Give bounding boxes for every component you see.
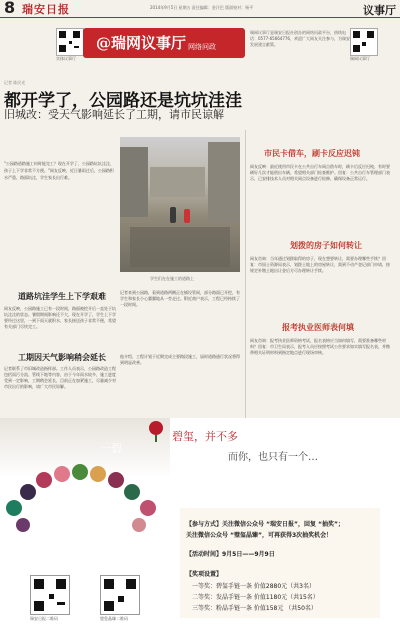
promo-prize-3: 三等奖：粉晶手链一条 价值158元 （共50名） bbox=[192, 605, 317, 612]
newspaper-name: 瑞安日报 bbox=[22, 3, 70, 16]
promo-prize-2: 二等奖：发晶手链一条 价值1180元（共15名） bbox=[192, 594, 319, 601]
promo-prize-1: 一等奖：碧玺手链一条 价值2880元（共3名） bbox=[192, 583, 315, 590]
article-subheading-2: 工期因天气影响稍会延长 bbox=[18, 353, 106, 362]
promo-headline-1: 碧玺，并不多 bbox=[172, 430, 238, 443]
byline: 记者 陈民光 bbox=[4, 80, 26, 85]
promo-brand-script: 一碧 bbox=[100, 442, 122, 455]
section-title: 议事厅 bbox=[363, 4, 396, 17]
banner-title: @瑞网议事厅 bbox=[96, 34, 187, 52]
promo-headline-2: 而你，也只有一个… bbox=[228, 452, 318, 463]
photo-caption: 学生们在在施工的道路上 bbox=[150, 276, 194, 281]
box3-title: 报考执业医师表何填 bbox=[282, 323, 354, 332]
box2-title: 划拨的房子如何转让 bbox=[290, 241, 362, 250]
article-subheading-1: 道路坑洼学生上下学艰难 bbox=[18, 292, 106, 301]
banner-subtitle: 网络问政 bbox=[188, 43, 216, 51]
article-body-1: 网友反映，公园路施工已有一段时间，路面被挖开后一直处于坑坑洼洼的状态。暑假期间影响还不大，现在开学了，学生上下学要经过这里，一到下雨天就积水，家长接送孩子非常不便，希望有关部门尽快完工。 bbox=[4, 306, 116, 329]
promo-qr-code-2 bbox=[100, 575, 140, 615]
article-body-4: 他介绍，工程计划于近期完成主要路段施工，届时道路通行状况将得到明显改善。 bbox=[120, 354, 240, 365]
article-headline: 都开学了，公园路还是坑坑洼洼 bbox=[4, 91, 242, 111]
news-photo bbox=[120, 137, 240, 272]
promo-time: 【活动时间】9月5日——9月9日 bbox=[186, 551, 275, 558]
article-subheadline: 旧城改：受天气影响延长了工期，请市民谅解 bbox=[4, 108, 224, 121]
header-divider bbox=[0, 17, 400, 18]
qr-code-left bbox=[56, 28, 84, 56]
promo-prizes-title: 【奖项设置】 bbox=[186, 571, 223, 578]
issue-meta: 2014年9月5日 星期五 责任编辑：金汗巴 版面校对：杨平 bbox=[150, 5, 254, 10]
article-body-3: 记者联系了市旧城改造指挥部。工作人员表示，公园路改造工程包括雨污分流、管线下地等内容，由于今年雨水较多，施工进度受到一定影响，工期稍会延长，目前正在加紧施工，尽量减少对市民出行的影响，请广大市民谅解。 bbox=[4, 366, 116, 389]
page-number: 8 bbox=[4, 0, 16, 17]
article-lead: "公园路道路施工何时能完工？现在开学了，公园路坑坑洼洼，孩子上下学非常不方便。"网友反映，近日暴雨过后，公园路积水严重，路面坑洼，学生家长出行难。 bbox=[4, 161, 114, 180]
article-body-2: 记者来到公园路，看到道路两侧正在铺设管网，部分路面已开挖，有学生和家长小心翼翼地从一旁走过。附近商户表示，工程已经持续了一段时间。 bbox=[120, 290, 240, 307]
promo-participate-line1: 【参与方式】关注微信公众号 “瑞安日报”，回复 “抽奖”； bbox=[186, 521, 344, 528]
qr-left-label: 实体议事厅 bbox=[56, 56, 76, 61]
qr-code-right bbox=[350, 28, 378, 56]
rose-icon bbox=[144, 418, 168, 442]
promo-qr-label-2: 璧玺晶臻二维码 bbox=[100, 616, 128, 621]
promo-qr-label-1: 瑞安日报二维码 bbox=[30, 616, 58, 621]
box1-title: 市民卡借车，刷卡反应迟钝 bbox=[264, 149, 360, 158]
promo-qr-code-1 bbox=[30, 575, 70, 615]
box1-body: 网友反映：最近使用市民卡在公共自行车网点借车时，刷卡后反应迟钝，有时要刷好几次才能借出车辆，希望相关部门检查维护。回复：公共自行车管理部门表示，已安排技术人员对相关网点设备进行检修，确保设备正常运行。 bbox=[250, 164, 390, 181]
bracelet-image bbox=[6, 460, 176, 545]
box2-body: 网友咨询：当年通过划拨取得的房子，现在想要转让，需要办理哪些手续？回复：市国土资源局表示，划拨土地上的房屋转让，需到不动产登记部门申请，按规定补缴土地出让金后方可办理转让手续。 bbox=[250, 256, 390, 273]
promo-participate-line2: 关注微信公众号 “璧玺晶臻”，可再获得3次抽奖机会！ bbox=[186, 532, 333, 539]
banner-intro: 瑞网议事厅是瑞安日报社创办的网络问政平台，热线电话：0577-65664776，欢迎广大网友关注参与，为瑞安发展建言献策。 bbox=[250, 30, 350, 47]
qr-right-label: 瑞网议事厅 bbox=[350, 56, 370, 61]
box3-body: 网友咨询：报考执业医师资格考试，报名表格应当如何填写，需要准备哪些材料？回复：市卫生局表示，报考人员应按照考试公告要求如实填写报名表，并携带相关证明材料到指定地点进行现场审核。 bbox=[250, 338, 390, 355]
